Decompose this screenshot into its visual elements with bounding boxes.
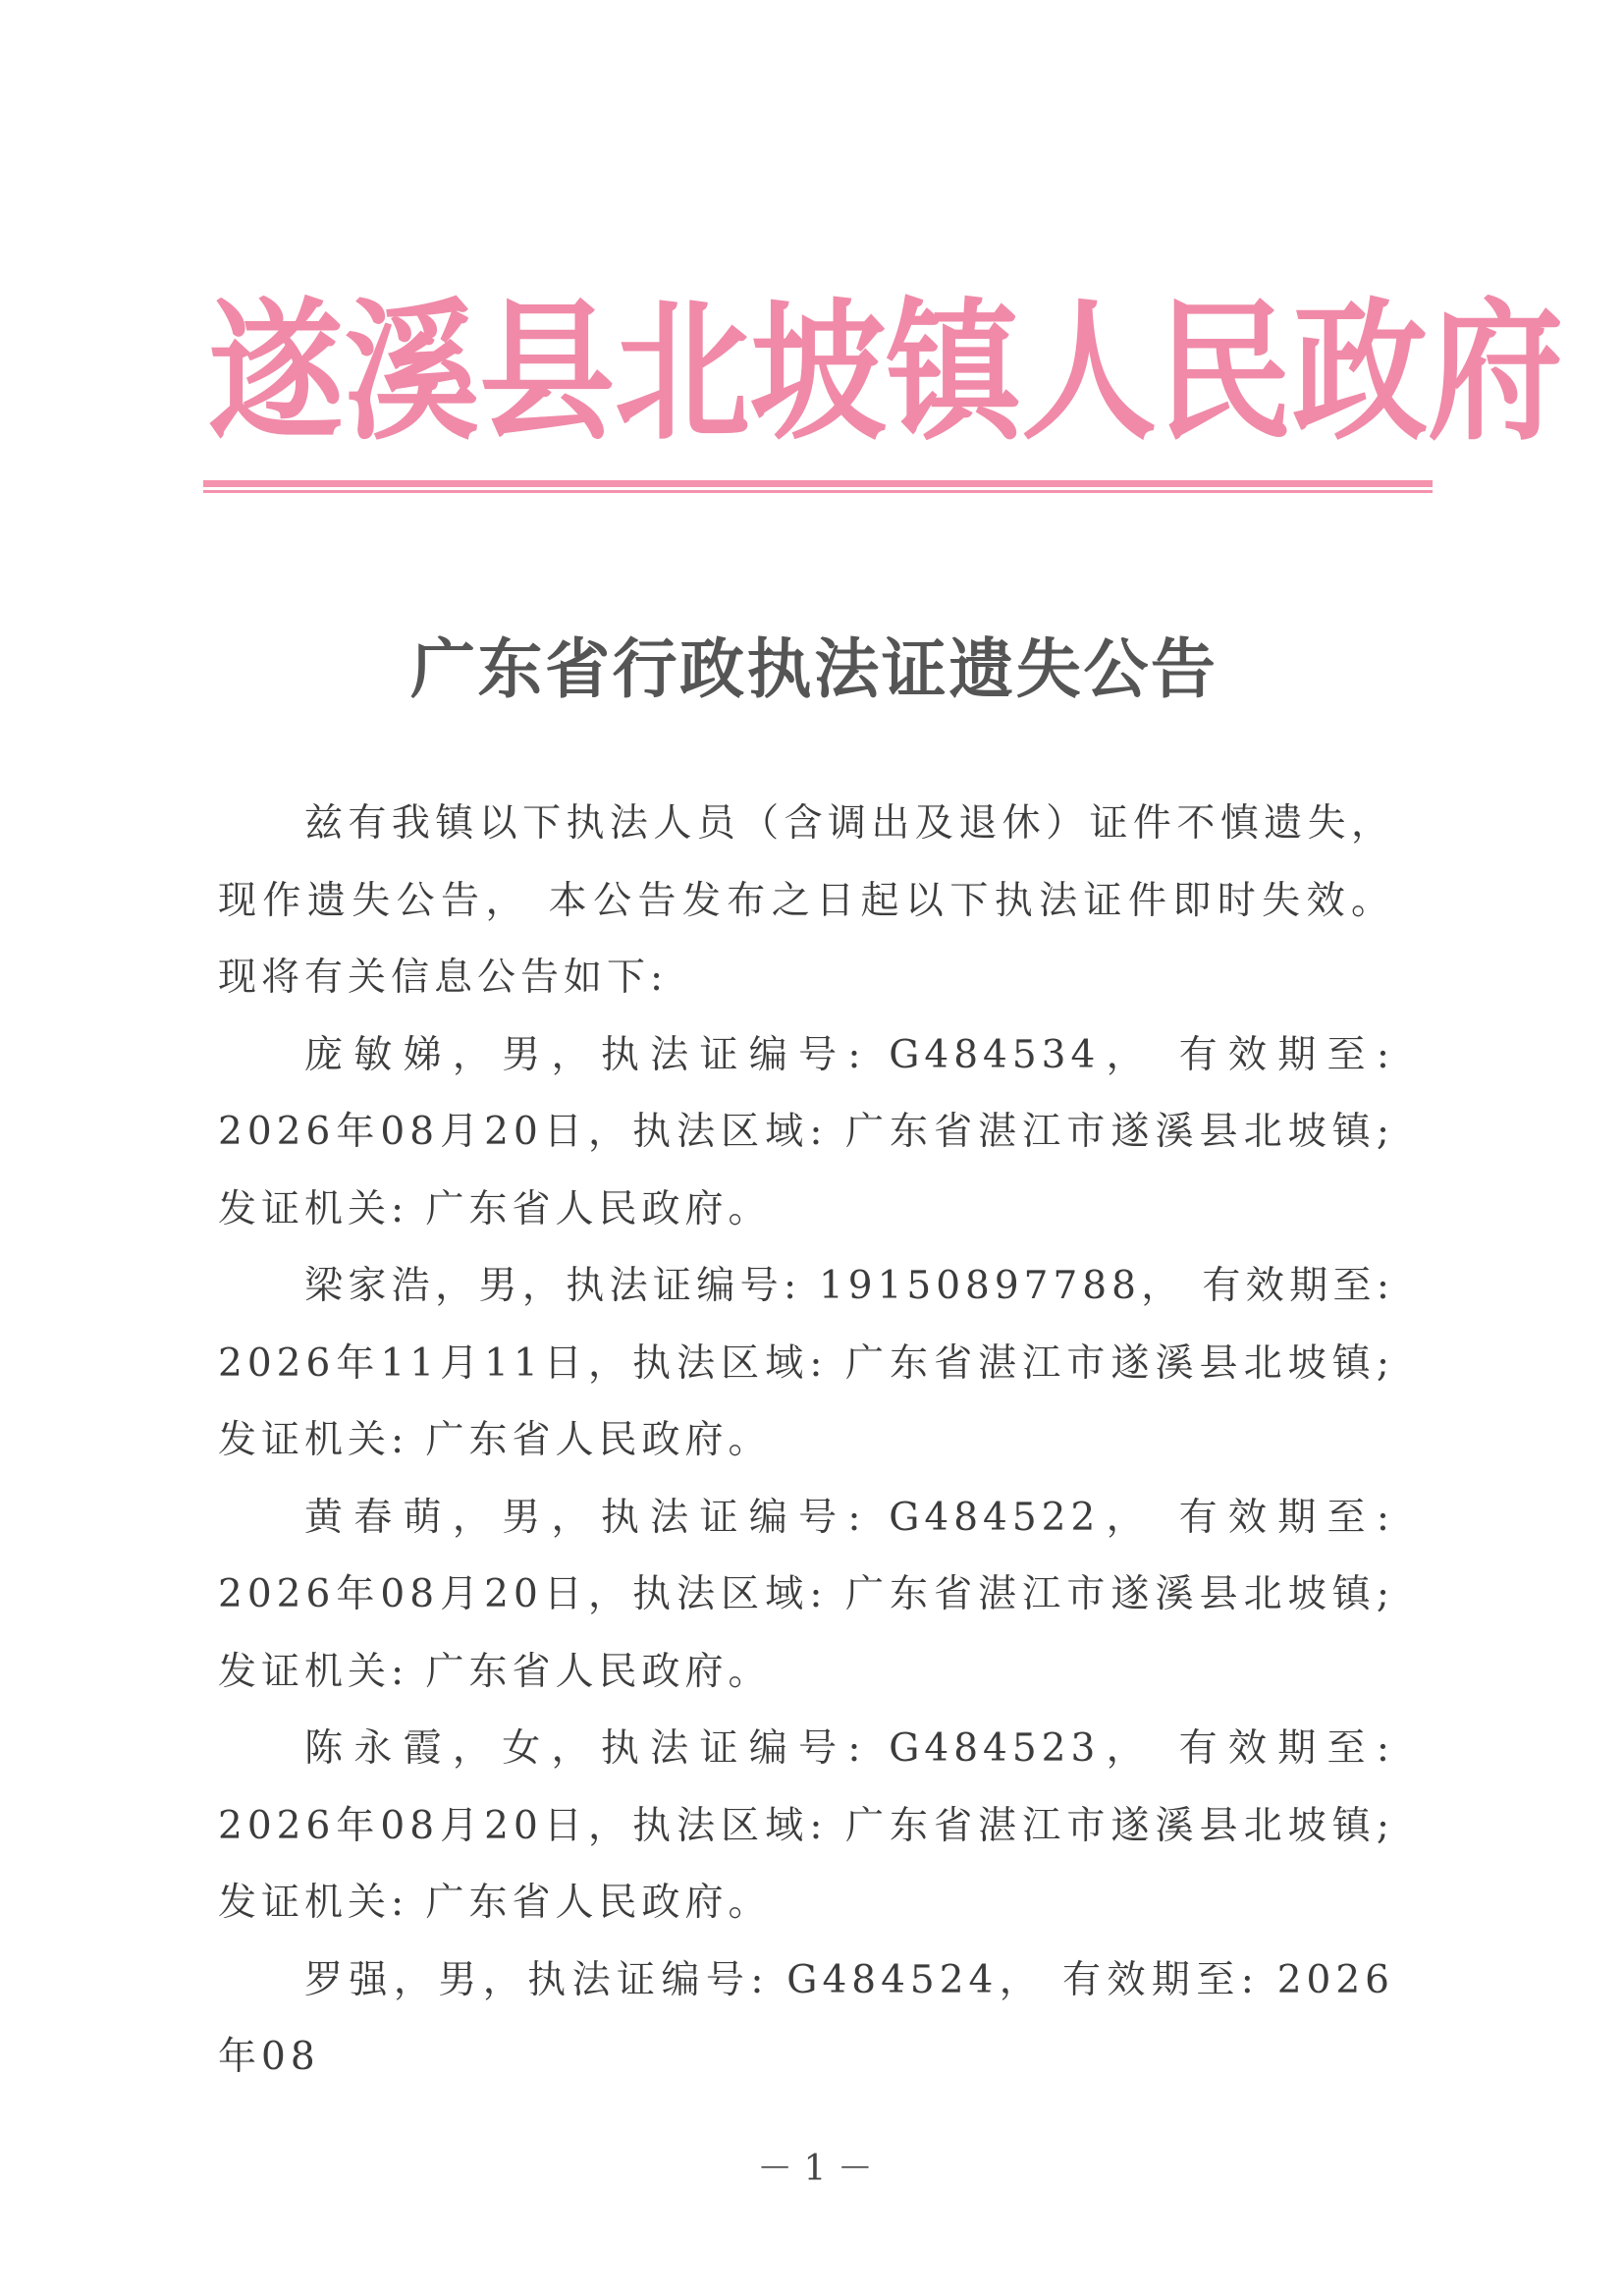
masthead-char: 人	[1021, 284, 1158, 462]
masthead-char: 府	[1428, 284, 1564, 462]
title-char: 广	[410, 629, 475, 707]
masthead-char: 镇	[886, 284, 1022, 462]
page-number: － 1 －	[757, 2149, 873, 2189]
entry-paragraph: 罗强，男，执法证编号: G484524， 有效期至: 2026年08	[218, 1957, 1394, 2079]
masthead-char: 政	[1292, 284, 1429, 462]
masthead-char: 遂	[208, 284, 345, 462]
masthead-char: 民	[1157, 284, 1293, 462]
title-char: 遗	[948, 629, 1014, 707]
masthead-char: 溪	[344, 284, 480, 462]
title-char: 告	[1150, 629, 1216, 707]
masthead-divider-thick	[203, 480, 1433, 487]
masthead-char: 北	[615, 284, 751, 462]
entry-paragraph: 梁家浩，男，执法证编号: 19150897788， 有效期至: 2026年11月11日，执法区域: 广东省湛江市遂溪县北坡镇; 发证机关: 广东省人民政府。	[218, 1264, 1394, 1462]
notice-body	[218, 786, 1394, 2097]
masthead-divider-thin	[203, 490, 1433, 493]
entry-paragraph: 黄春萌，男，执法证编号: G484522， 有效期至: 2026年08月20日，执法区域: 广东省湛江市遂溪县北坡镇; 发证机关: 广东省人民政府。	[218, 1495, 1394, 1694]
masthead-char: 坡	[750, 284, 887, 462]
title-char: 执	[746, 629, 812, 707]
title-char: 省	[545, 629, 611, 707]
title-char: 公	[1083, 629, 1149, 707]
title-char: 行	[612, 629, 677, 707]
title-char: 法	[814, 629, 880, 707]
intro-paragraph: 兹有我镇以下执法人员（含调出及退休）证件不慎遗失，现作遗失公告， 本公告发布之日起以下执法证件即时失效。现将有关信息公告如下:	[218, 801, 1394, 1000]
title-char: 东	[477, 629, 543, 707]
title-char: 政	[679, 629, 745, 707]
title-char: 失	[1015, 629, 1081, 707]
title-char: 证	[881, 629, 947, 707]
entry-paragraph: 庞敏娣，男，执法证编号: G484534， 有效期至: 2026年08月20日，执法区域: 广东省湛江市遂溪县北坡镇; 发证机关: 广东省人民政府。	[218, 1032, 1394, 1231]
masthead-char: 县	[479, 284, 616, 462]
document-title	[410, 624, 1216, 707]
issuing-authority-masthead	[208, 284, 1564, 462]
entry-paragraph: 陈永霞，女，执法证编号: G484523， 有效期至: 2026年08月20日，执法区域: 广东省湛江市遂溪县北坡镇; 发证机关: 广东省人民政府。	[218, 1726, 1394, 1925]
